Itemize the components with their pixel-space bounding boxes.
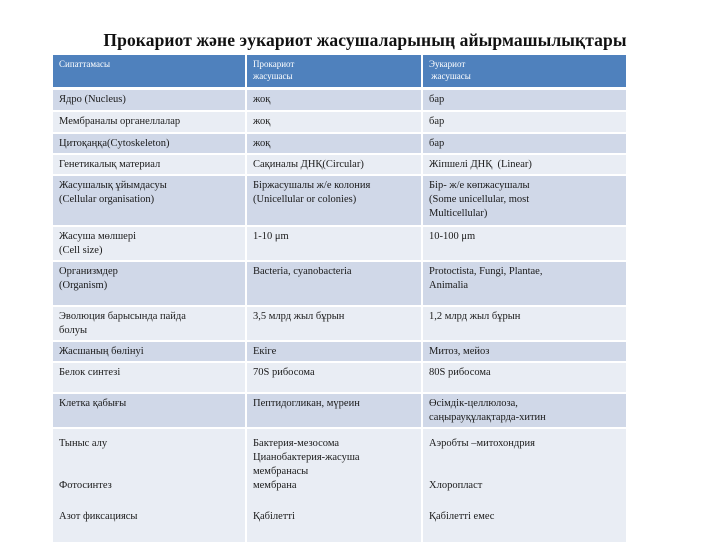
header-prokaryote: Прокариот жасушасы [247, 55, 423, 90]
cell-feature: Организмдер (Organism) [53, 262, 247, 307]
cell-prokaryote: жоқ [247, 134, 423, 155]
table-row [53, 227, 626, 262]
cell-feature: Цитоқаңқа(Cytoskeleton) [53, 134, 247, 155]
cell-prokaryote: Сақиналы ДНҚ(Circular) [247, 155, 423, 176]
table-row [53, 342, 626, 363]
cell-feature: Жасшаның бөлінуі [53, 342, 247, 363]
cell-prokaryote: Екіге [247, 342, 423, 363]
cell-eukaryote: Өсімдік-целлюлоза, саңырауқұлақтарда-хитин [423, 394, 626, 429]
table-row [53, 134, 626, 155]
cell-eukaryote: Митоз, мейоз [423, 342, 626, 363]
cell-prokaryote: Пептидогликан, мүреин [247, 394, 423, 429]
cell-prokaryote: жоқ [247, 112, 423, 134]
cell-eukaryote: Жіпшелі ДНҚ (Linear) [423, 155, 626, 176]
header-eukaryote: Эукариот жасушасы [423, 55, 626, 90]
cell-prokaryote: Bacteria, cyanobacteria [247, 262, 423, 307]
table-row [53, 429, 626, 544]
table-row [53, 155, 626, 176]
cell-eukaryote: Бір- ж/е көпжасушалы (Some unicellular, most Multicellular) [423, 176, 626, 227]
cell-eukaryote: Аэробты –митохондрия Хлоропласт Қабілетті емес [423, 429, 626, 544]
cell-eukaryote: бар [423, 134, 626, 155]
table-row [53, 262, 626, 307]
cell-prokaryote: жоқ [247, 90, 423, 112]
cell-prokaryote: Біржасушалы ж/е колония (Unicellular or colonies) [247, 176, 423, 227]
cell-feature: Белок синтезі [53, 363, 247, 394]
page-title: Прокариот және эукариот жасушаларының айырмашылықтары [103, 30, 627, 50]
table-header-row [53, 55, 626, 90]
cell-eukaryote: 80S рибосома [423, 363, 626, 394]
table-row [53, 176, 626, 227]
cell-feature: Жасуша мөлшері (Cell size) [53, 227, 247, 262]
table-row [53, 394, 626, 429]
cell-eukaryote: 1,2 млрд жыл бұрын [423, 307, 626, 342]
cell-feature: Клетка қабығы [53, 394, 247, 429]
cell-feature: Тыныс алу Фотосинтез Азот фиксациясы [53, 429, 247, 544]
cell-prokaryote: 70S рибосома [247, 363, 423, 394]
cell-prokaryote: 1-10 μm [247, 227, 423, 262]
cell-feature: Мембраналы органеллалар [53, 112, 247, 134]
cell-eukaryote: 10-100 μm [423, 227, 626, 262]
cell-feature: Жасушалық ұйымдасуы (Cellular organisation) [53, 176, 247, 227]
cell-feature: Ядро (Nucleus) [53, 90, 247, 112]
table-row [53, 112, 626, 134]
table-row [53, 90, 626, 112]
cell-prokaryote: 3,5 млрд жыл бұрын [247, 307, 423, 342]
header-feature: Сипаттамасы [53, 55, 247, 90]
cell-prokaryote: Бактерия-мезосома Цианобактерия-жасуша мембранасы мембрана Қабілетті [247, 429, 423, 544]
cell-eukaryote: Protoctista, Fungi, Plantae, Animalia [423, 262, 626, 307]
cell-eukaryote: бар [423, 90, 626, 112]
table-row [53, 363, 626, 394]
table-row [53, 307, 626, 342]
cell-eukaryote: бар [423, 112, 626, 134]
cell-feature: Эволюция барысында пайда болуы [53, 307, 247, 342]
cell-feature: Генетикалық материал [53, 155, 247, 176]
comparison-table [53, 55, 626, 544]
